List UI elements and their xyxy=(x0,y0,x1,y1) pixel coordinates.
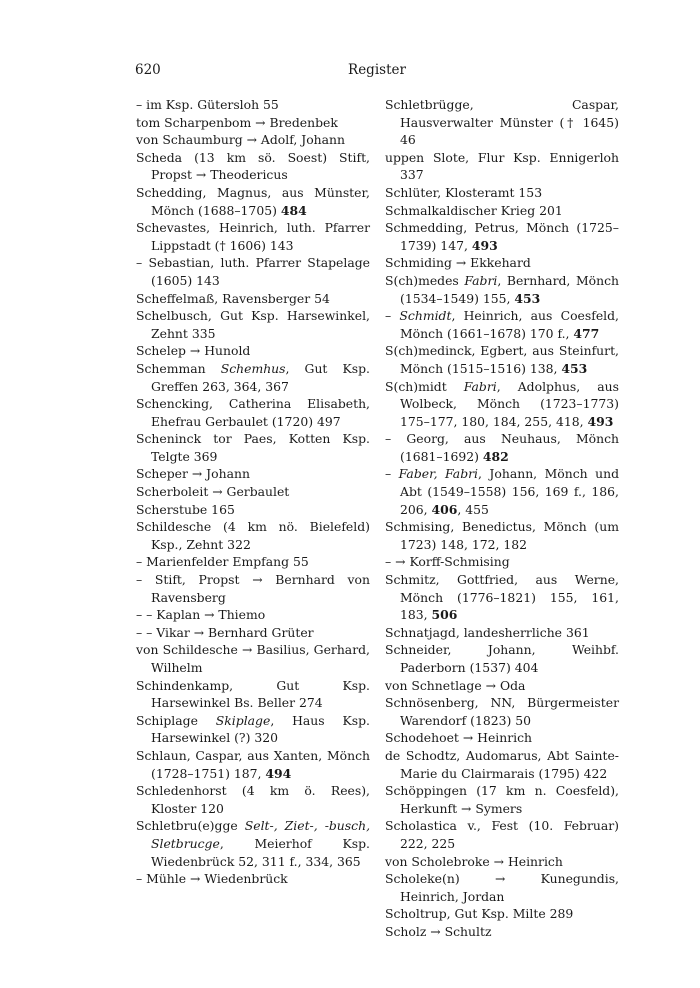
register-entry xyxy=(385,729,619,747)
entry-text: Scholastica v., Fest (10. Februar) 222, 225 xyxy=(385,818,619,851)
entry-text: Scheper → Johann xyxy=(136,466,250,482)
register-entry xyxy=(136,624,370,642)
register-entry xyxy=(136,342,370,360)
entry-text: Schindenkamp, Gut Ksp. Harsewinkel Bs. Beller 274 xyxy=(136,677,370,711)
entry-text: – Sebastian, luth. Pfarrer Stapelage (1605) 143 xyxy=(136,255,370,288)
register-entry xyxy=(385,96,619,149)
running-title: Register xyxy=(348,62,406,78)
entry-text: – – Vikar → Bernhard Grüter xyxy=(136,624,314,640)
register-column-left xyxy=(136,96,370,888)
entry-text: von Schildesche → Basilius, Gerhard, Wilhelm xyxy=(136,642,370,675)
entry-text: , 455 xyxy=(457,501,489,517)
page-header xyxy=(135,62,619,82)
register-entry xyxy=(385,465,619,518)
register-entry xyxy=(385,272,619,307)
register-entry xyxy=(385,870,619,905)
entry-text: – Georg, aus Neuhaus, Mönch (1681–1692) xyxy=(385,431,619,464)
entry-text: Scholtrup, Gut Ksp. Milte 289 xyxy=(385,906,574,922)
entry-text: – im Ksp. Gütersloh 55 xyxy=(136,97,279,112)
register-entry xyxy=(136,307,370,342)
page-reference-bold: 453 xyxy=(514,290,541,306)
register-entry xyxy=(385,677,619,695)
entry-text: – Stift, Propst → Bernhard von Ravensberg xyxy=(136,572,370,605)
register-entry xyxy=(136,641,370,676)
entry-text: Schencking, Catherina Elisabeth, Ehefrau Gerbaulet (1720) 497 xyxy=(136,396,370,429)
register-entry xyxy=(136,817,370,870)
register-entry xyxy=(136,96,370,114)
register-entry xyxy=(385,853,619,871)
page-number: 620 xyxy=(135,62,161,78)
register-entry xyxy=(136,149,370,184)
register-entry xyxy=(136,747,370,782)
register-entry xyxy=(136,430,370,465)
entry-text: Scheninck tor Paes, Kotten Ksp. Telgte 369 xyxy=(136,431,370,464)
entry-text: , Gut Ksp. Greffen 263, 364, 367 xyxy=(151,360,370,394)
register-entry xyxy=(385,553,619,571)
entry-variant-italic: Skiplage xyxy=(215,712,271,728)
register-entry xyxy=(385,518,619,553)
register-entry xyxy=(136,395,370,430)
page-reference-bold: 506 xyxy=(431,607,458,623)
register-entry xyxy=(136,501,370,519)
entry-text: Schöppingen (17 km n. Coesfeld), Herkunft → Symers xyxy=(385,783,619,816)
entry-text: Scholeke(n) → Kunegundis, Heinrich, Jordan xyxy=(385,871,619,904)
register-entry xyxy=(136,184,370,219)
page-reference-bold: 493 xyxy=(471,237,498,253)
page-reference-bold: 494 xyxy=(265,765,292,781)
register-entry xyxy=(136,114,370,132)
register-entry xyxy=(136,518,370,553)
entry-variant-italic: Fabri xyxy=(463,378,497,394)
register-entry xyxy=(136,553,370,571)
entry-text: Schmalkaldischer Krieg 201 xyxy=(385,202,563,218)
entry-text: Schlüter, Klosteramt 153 xyxy=(385,184,543,200)
entry-text: – – Kaplan → Thiemo xyxy=(136,607,266,623)
entry-text: S(ch)medes xyxy=(385,272,465,288)
register-entry xyxy=(136,360,370,395)
entry-text: S(ch)medinck, Egbert, aus Steinfurt, Mönch (1515–1516) 138, xyxy=(385,343,619,376)
register-entry xyxy=(136,131,370,149)
entry-text: Schmitz, Gottfried, aus Werne, Mönch (1776–1821) 155, 161, 183, xyxy=(385,572,619,623)
register-entry xyxy=(385,571,619,624)
register-entry xyxy=(136,290,370,308)
entry-text: Schelbusch, Gut Ksp. Harsewinkel, Zehnt 335 xyxy=(136,308,370,341)
entry-variant-italic: Schmidt xyxy=(399,308,452,324)
entry-text: Schneider, Johann, Weihbf. Paderborn (1537) 404 xyxy=(385,642,619,675)
entry-text: – Mühle → Wiedenbrück xyxy=(136,871,288,887)
entry-text: – xyxy=(385,308,400,324)
entry-text: Schnösenberg, NN, Bürgermeister Warendorf (1823) 50 xyxy=(385,695,619,728)
entry-text: Schodehoet → Heinrich xyxy=(385,730,533,746)
entry-text: S(ch)midt xyxy=(385,378,464,394)
entry-text: Schletbru(e)gge xyxy=(136,818,245,834)
register-entry xyxy=(385,817,619,852)
page-reference-bold: 477 xyxy=(573,325,600,341)
entry-text: Schmedding, Petrus, Mönch (1725–1739) 147, xyxy=(385,220,619,253)
register-entry xyxy=(385,342,619,377)
entry-text: Schevastes, Heinrich, luth. Pfarrer Lippstadt († 1606) 143 xyxy=(136,220,370,253)
entry-text: Scholz → Schultz xyxy=(385,923,492,939)
entry-text: Schmiding → Ekkehard xyxy=(385,255,531,271)
register-entry xyxy=(385,624,619,642)
entry-text: , Bernhard, Mönch (1534–1549) 155, xyxy=(400,272,619,306)
register-entry xyxy=(136,782,370,817)
register-entry xyxy=(136,571,370,606)
register-entry xyxy=(136,483,370,501)
register-entry xyxy=(385,923,619,941)
register-entry xyxy=(136,219,370,254)
entry-text: Schildesche (4 km nö. Bielefeld) Ksp., Zehnt 322 xyxy=(136,519,370,552)
entry-text: Schemman xyxy=(136,360,221,376)
register-entry xyxy=(385,430,619,465)
register-entry xyxy=(385,307,619,342)
register-column-right xyxy=(385,96,619,941)
entry-text: , Heinrich, aus Coesfeld, Mönch (1661–1678) 170 f., xyxy=(400,308,619,341)
register-entry xyxy=(136,677,370,712)
page-reference-bold: 482 xyxy=(482,448,509,464)
entry-variant-italic: Schemhus xyxy=(220,360,286,376)
page-reference-bold: 484 xyxy=(280,202,307,218)
register-entry xyxy=(385,905,619,923)
entry-text: – Marienfelder Empfang 55 xyxy=(136,554,309,570)
entry-text: , Haus Ksp. Harsewinkel (?) 320 xyxy=(151,712,370,746)
entry-text: Schmising, Benedictus, Mönch (um 1723) 148, 172, 182 xyxy=(385,519,619,552)
entry-variant-italic: Selt-, Ziet-, -busch, Sletbrucge xyxy=(151,818,371,851)
entry-text: Schlaun, Caspar, aus Xanten, Mönch (1728–1751) 187, xyxy=(136,747,370,781)
entry-text: – → Korff-Schmising xyxy=(385,554,510,570)
register-entry xyxy=(385,378,619,431)
entry-text: von Scholebroke → Heinrich xyxy=(385,853,563,869)
register-entry xyxy=(136,465,370,483)
register-entry xyxy=(385,747,619,782)
register-entry xyxy=(385,149,619,184)
register-entry xyxy=(385,219,619,254)
entry-variant-italic: Faber, Fabri xyxy=(398,466,479,482)
entry-text: Scherboleit → Gerbaulet xyxy=(136,484,290,500)
entry-text: Schledenhorst (4 km ö. Rees), Kloster 120 xyxy=(136,783,370,816)
page-reference-bold: 453 xyxy=(561,360,588,376)
entry-text: von Schaumburg → Adolf, Johann xyxy=(136,132,346,148)
entry-text: Scheda (13 km sö. Soest) Stift, Propst → Theodericus xyxy=(136,149,370,183)
entry-text: von Schnetlage → Oda xyxy=(385,677,526,693)
register-entry xyxy=(136,870,370,888)
entry-text: uppen Slote, Flur Ksp. Ennigerloh 337 xyxy=(385,149,619,183)
register-entry xyxy=(385,782,619,817)
register-entry xyxy=(385,254,619,272)
entry-text: de Schodtz, Audomarus, Abt Sainte-Marie du Clairmarais (1795) 422 xyxy=(385,747,619,781)
page-reference-bold: 406 xyxy=(431,501,458,517)
entry-text: , Meierhof Ksp. Wiedenbrück 52, 311 f., 334, 365 xyxy=(151,835,370,869)
entry-text: Scheffelmaß, Ravensberger 54 xyxy=(136,290,330,306)
page-reference-bold: 493 xyxy=(587,413,614,429)
entry-text: Schnatjagd, landesherrliche 361 xyxy=(385,624,590,640)
register-entry xyxy=(136,606,370,624)
entry-text: Schelep → Hunold xyxy=(136,343,251,359)
entry-text: , Johann, Mönch und Abt (1549–1558) 156, 169 f., 186, 206, xyxy=(400,466,619,517)
register-entry xyxy=(385,694,619,729)
entry-variant-italic: Fabri xyxy=(464,272,498,288)
entry-text: Schletbrügge, Caspar, Hausverwalter Münster († 1645) 46 xyxy=(385,97,619,148)
entry-text: Scherstube 165 xyxy=(136,501,235,517)
entry-text: – xyxy=(385,466,399,482)
entry-text: tom Scharpenbom → Bredenbek xyxy=(136,114,338,130)
entry-text: Schedding, Magnus, aus Münster, Mönch (1688–1705) xyxy=(136,184,370,218)
entry-text: Schiplage xyxy=(136,712,216,728)
register-entry xyxy=(136,254,370,289)
register-entry xyxy=(385,202,619,220)
register-entry xyxy=(385,641,619,676)
entry-text: , Adolphus, aus Wolbeck, Mönch (1723–1773) 175–177, 180, 184, 255, 418, xyxy=(400,378,619,429)
register-entry xyxy=(136,712,370,747)
register-entry xyxy=(385,184,619,202)
